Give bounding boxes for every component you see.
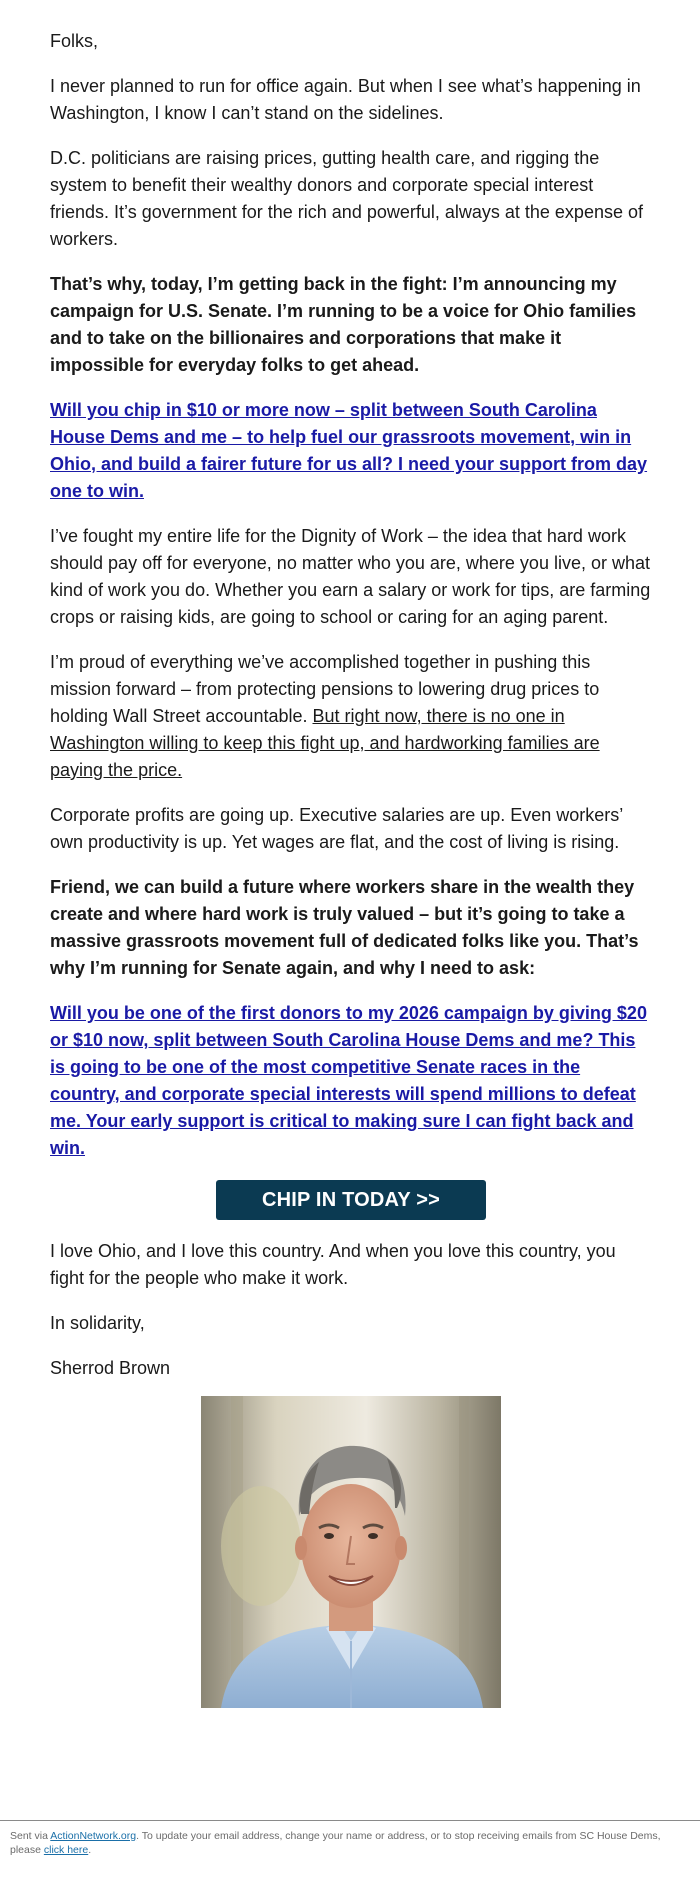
footer-suffix: . xyxy=(88,1844,92,1856)
footer-prefix: Sent via xyxy=(10,1830,51,1842)
donate-link-20[interactable]: Will you be one of the first donors to my 2026 campaign by giving $20 or $10 now, split between South Carolina House Dems and me? This is going to be one of the most competitive Senate races in the country, and corporate special interests will spend millions to defeat me. Your early support is critical to making sure I can fight back and win. xyxy=(50,1003,647,1158)
paragraph-dc-politicians: D.C. politicians are raising prices, gutting health care, and rigging the system to benefit their wealthy donors and corporate special interest friends. It’s government for the rich and powerful, always at the expense of workers. xyxy=(50,148,643,249)
chip-in-today-button[interactable]: CHIP IN TODAY >> xyxy=(216,1180,486,1220)
paragraph-corporate-profits: Corporate profits are going up. Executive salaries are up. Even workers’ own productivity is up. Yet wages are flat, and the cost of living is rising. xyxy=(50,805,623,852)
actionnetwork-link[interactable]: ActionNetwork.org xyxy=(50,1830,137,1842)
cta-container xyxy=(50,1180,652,1220)
paragraph-friend-ask: Friend, we can build a future where workers share in the wealth they create and where hard work is truly valued – but it’s going to take a massive grassroots movement full of dedicated folks like you. That’s why I’m running for Senate again, and why I need to ask: xyxy=(50,877,639,978)
paragraph-love-ohio: I love Ohio, and I love this country. And when you love this country, you fight for the people who make it work. xyxy=(50,1241,616,1288)
paragraph-accomplishments xyxy=(50,649,652,784)
ask-paragraph-1 xyxy=(50,397,652,505)
email-footer xyxy=(0,1820,700,1857)
donate-link-10[interactable]: Will you chip in $10 or more now – split between South Carolina House Dems and me – to help fuel our grassroots movement, win in Ohio, and build a fairer future for us all? I need your support from day one to win. xyxy=(50,400,648,501)
candidate-portrait-photo xyxy=(201,1396,501,1708)
footer-middle-text: . To update your email address, change your name or address, or to stop receiving emails from SC House Dems, please xyxy=(10,1830,661,1856)
paragraph-intro: I never planned to run for office again. But when I see what’s happening in Washington, I know I can’t stand on the sidelines. xyxy=(50,76,641,123)
signature: Sherrod Brown xyxy=(50,1358,171,1378)
accomplishments-underlined-text: But right now, there is no one in Washington willing to keep this fight up, and hardworking families are paying the price. xyxy=(50,706,600,780)
accomplishments-text: I’m proud of everything we’ve accomplished together in pushing this mission forward – from protecting pensions to lowering drug prices to holding Wall Street accountable. xyxy=(50,652,600,726)
paragraph-announcement: That’s why, today, I’m getting back in the fight: I’m announcing my campaign for U.S. Senate. I’m running to be a voice for Ohio families and to take on the billionaires and corporations that make it impossible for everyday folks to get ahead. xyxy=(50,274,637,375)
closing: In solidarity, xyxy=(50,1313,145,1333)
unsubscribe-click-here-link[interactable]: click here xyxy=(43,1844,89,1856)
greeting: Folks, xyxy=(50,31,99,51)
ask-paragraph-2 xyxy=(50,1000,652,1162)
email-body xyxy=(50,28,652,1708)
paragraph-dignity-of-work: I’ve fought my entire life for the Dignity of Work – the idea that hard work should pay off for everyone, no matter who you are, where you live, or what kind of work you do. Whether you earn a salary or work for tips, are farming crops or raising kids, are going to school or caring for an aging parent. xyxy=(50,526,651,627)
